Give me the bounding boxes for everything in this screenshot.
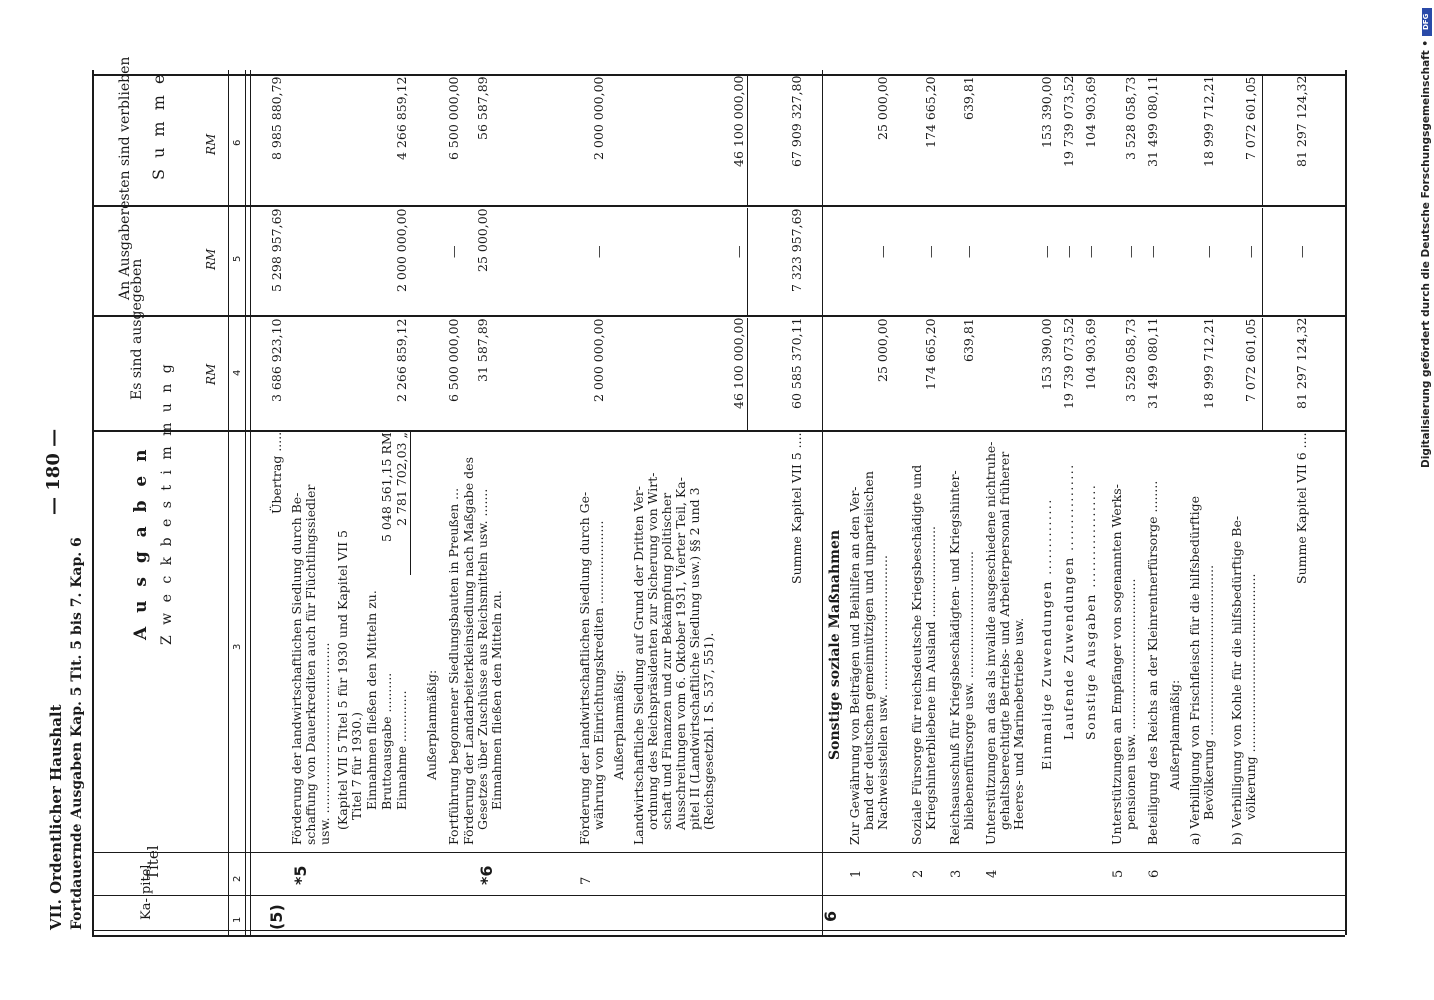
titel-4-mark: 4: [985, 869, 1000, 878]
header-subtitle: Fortdauernde Ausgaben Kap. 5 Tit. 5 bis 7. Kap. 6: [69, 537, 85, 930]
titel-6b-c5: —: [1145, 245, 1160, 258]
colnum-2: 2: [232, 875, 243, 882]
header-body-rule-2: [250, 70, 251, 935]
a-line: Bevölkerung ...........................................: [1201, 564, 1216, 820]
titel-1-line: band der deutschen gemeinnützigen und unparteiischen: [861, 471, 876, 830]
summe-6-c6: 81 297 124,32: [1294, 76, 1309, 168]
titel-1-c4: 25 000,00: [875, 318, 890, 382]
land-c6: 46 100 000,00: [731, 76, 746, 168]
summe-6-c4: 81 297 124,32: [1294, 318, 1309, 410]
titel-5-c5: 2 000 000,00: [394, 208, 409, 292]
titel-6-c5: 25 000,00: [475, 208, 490, 272]
landwirtschaft-line: (Reichsgesetzbl. I S. 537, 551).: [701, 632, 716, 830]
colnum-4: 4: [232, 369, 243, 376]
b-line: b) Verbilligung von Kohle für die hilfsbedürftige Be-: [1229, 515, 1244, 845]
titel-6-line: Gesetzes über Zuschüsse aus Reichsmitteln usw. .......: [475, 488, 490, 830]
titel-5b-c4: 3 528 058,73: [1123, 318, 1138, 402]
titel-1-line: Zur Gewährung von Beiträgen und Beihilfen an den Ver-: [847, 486, 862, 845]
einmalig-c4: 153 390,00: [1039, 318, 1054, 390]
titel-6-c4: 31 587,89: [475, 318, 490, 382]
b-c4: 7 072 601,05: [1243, 318, 1258, 402]
uebertrag-label: Übertrag .....: [269, 432, 284, 515]
laufende-zuwendungen: Laufende Zuwendungen ................: [1061, 463, 1076, 740]
titel-6b-c6: 31 499 080,11: [1145, 76, 1160, 168]
col-header-titel: Titel: [144, 845, 162, 880]
table-right-rule: [1345, 70, 1347, 935]
brutto-value: 5 048 561,15 RM: [379, 432, 394, 542]
uebertrag-c4: 3 686 923,10: [269, 318, 284, 402]
summe-5-c6: 67 909 327,80: [789, 76, 804, 168]
titel-5-line: Titel 7 für 1930.): [349, 712, 364, 820]
sum6-rule-c4: [1262, 318, 1263, 430]
uebertrag-c5: 5 298 957,69: [269, 208, 284, 292]
section-6-heading: Sonstige soziale Maßnahmen: [827, 529, 843, 760]
header-title: VII. Ordentlicher Haushalt: [47, 704, 65, 930]
titel-5b-c5: —: [1123, 245, 1138, 258]
einmalige-zuwendungen: Einmalige Zuwendungen ..............: [1039, 498, 1054, 770]
table-left-rule: [92, 70, 94, 935]
a-c4: 18 999 712,21: [1201, 318, 1216, 410]
laufend-c4: 19 739 073,52: [1061, 318, 1076, 410]
landwirtschaft-line: Landwirtschaftliche Siedlung auf Grund der Dritten Ver-: [631, 486, 646, 845]
unit-col6: RM: [204, 133, 218, 155]
summe-6-label: Summe Kapitel VII 6 ....: [1294, 432, 1309, 584]
kapitel-6: 6: [821, 910, 840, 922]
unit-col5: RM: [204, 248, 218, 270]
titel-1-line: Nachweisstellen usw. ..................................: [875, 555, 890, 830]
titel-6-c6: 56 587,89: [475, 76, 490, 140]
titel-3-c6: 639,81: [961, 76, 976, 120]
einnahme-underline: [410, 432, 411, 575]
b-c5: —: [1243, 245, 1258, 258]
einnahme-value: 2 781 702,03 „: [394, 432, 409, 526]
fort-c4: 6 500 000,00: [446, 318, 461, 402]
einnahme-label: Einnahme .............: [394, 690, 409, 810]
col-header-ausgegeben: Es sind ausgegeben: [129, 258, 145, 400]
colnum-5: 5: [232, 255, 243, 262]
titel-2-c5: —: [923, 245, 938, 258]
titel-2-c4: 174 665,20: [923, 318, 938, 390]
titel-2-line: Kriegshinterbliebene im Ausland .......................: [923, 525, 938, 830]
landwirtschaft-line: schaft und Finanzen und zur Bekämpfung politischer: [659, 492, 674, 830]
titel-6-line: Einnahmen fließen den Mitteln zu.: [489, 590, 504, 810]
sum5-rule-c4: [747, 318, 748, 430]
a-c5: —: [1201, 245, 1216, 258]
summe-5-c5: 7 323 957,69: [789, 208, 804, 292]
titel-6-line: Förderung der Landarbeiterkleinsiedlung nach Maßgabe des: [461, 457, 476, 845]
titel-7-line: währung von Einrichtungskrediten .....................: [591, 520, 606, 830]
einmalig-c5: —: [1039, 245, 1054, 258]
colnum-rule: [228, 70, 229, 935]
col-header-summe: S u m m e: [149, 71, 168, 180]
header-body-rule: [245, 70, 246, 935]
titel-1-c6: 25 000,00: [875, 76, 890, 140]
titel-6-mark: *6: [477, 865, 496, 885]
titel-6b-c4: 31 499 080,11: [1145, 318, 1160, 410]
ausserplan-2: Außerplanmäßig:: [1167, 679, 1182, 790]
land-c5: —: [731, 245, 746, 258]
landwirtschaft-line: ordnung des Reichspräsidenten zur Sicherung von Wirt-: [645, 472, 660, 830]
sum5-rule-c5: [747, 208, 748, 315]
sum5-rule-c6: [747, 76, 748, 205]
titel-2-line: Soziale Fürsorge für reichsdeutsche Kriegsbeschädigte und: [909, 464, 924, 845]
colnum-3: 3: [232, 643, 243, 650]
sonstige-c4: 104 903,69: [1083, 318, 1098, 390]
landwirtschaft-line: pitel II (Landwirtschaftliche Siedlung usw.) §§ 2 und 3: [687, 487, 702, 830]
titel-7-c5: —: [591, 245, 606, 258]
land-c4: 46 100 000,00: [731, 318, 746, 410]
colnum-6: 6: [232, 139, 243, 146]
a-c6: 18 999 712,21: [1201, 76, 1216, 168]
titel-4-line: gehaltsberechtigte Betriebs- und Arbeiterpersonal früherer: [997, 451, 1012, 830]
titel-7-c4: 2 000 000,00: [591, 318, 606, 402]
titel-7-mark: 7: [579, 876, 594, 885]
titel-4-line: Heeres- und Marinebetriebe usw.: [1011, 617, 1026, 830]
sum6-rule-c5: [1262, 208, 1263, 315]
titel-5b-line: pensionen usw. ......................................: [1123, 578, 1138, 830]
page-number: — 180 —: [43, 428, 64, 515]
titel-3-mark: 3: [949, 869, 964, 878]
titel-4-line: Unterstützungen an das als invalide ausgeschiedene nichtruhe-: [983, 441, 998, 845]
b-line: völkerung .............................................: [1243, 573, 1258, 820]
header-bottom-rule: [92, 930, 1345, 931]
titel-6b-mark: 6: [1147, 869, 1162, 878]
landwirtschaft-line: Ausschreitungen vom 6. Oktober 1931, Vierter Teil, Ka-: [673, 477, 688, 830]
titel-5-c6: 4 266 859,12: [394, 76, 409, 160]
col-header-zweck: Z w e c k b e s t i m m u n g: [159, 361, 175, 645]
brutto-label: Bruttoausgabe ..........: [379, 672, 394, 810]
titel-3-line: Reichsausschuß für Kriegsbeschädigten- und Kriegshinter-: [947, 470, 962, 845]
titel-5-line: Förderung der landwirtschaftlichen Siedlung durch Be-: [289, 492, 304, 845]
titel-7-c6: 2 000 000,00: [591, 76, 606, 160]
fort-c5: —: [446, 245, 461, 258]
col-header-ausgaberesten: An Ausgaberesten sind verblieben: [117, 56, 133, 300]
colnum-1: 1: [232, 916, 243, 923]
titel-2-mark: 2: [911, 869, 926, 878]
sonstige-ausgaben: Sonstige Ausgaben ...................: [1083, 483, 1098, 740]
dfg-logo: DFG: [1422, 8, 1432, 36]
titel-5b-c6: 3 528 058,73: [1123, 76, 1138, 160]
titel-5-line: schaffung von Dauerkrediten auch für Flüchtlingssiedler: [303, 484, 318, 845]
titel-5-mark: *5: [291, 865, 310, 885]
titel-5-c4: 2 266 859,12: [394, 318, 409, 402]
watermark-text: Digitalisierung gefördert durch die Deutsche Forschungsgemeinschaft •: [1420, 40, 1432, 469]
titel-2-c6: 174 665,20: [923, 76, 938, 148]
titel-5-line: usw. ...........................................: [317, 642, 332, 845]
titel-6b-line: Beteiligung des Reichs an der Kleinrentnerfürsorge ........: [1145, 480, 1160, 845]
col-header-ausgaben: A u s g a b e n: [131, 445, 151, 640]
summe-6-c5: —: [1294, 245, 1309, 258]
col-header-kapitel: Ka- pitel: [139, 864, 154, 920]
titel-7-line: Außerplanmäßig:: [611, 669, 626, 780]
titel-7-line: Förderung der landwirtschaftlichen Siedlung durch Ge-: [577, 491, 592, 845]
einmalig-c6: 153 390,00: [1039, 76, 1054, 148]
titel-5-line: (Kapitel VII 5 Titel 5 für 1930 und Kapitel VII 5: [335, 529, 350, 830]
kapitel-5: (5): [267, 904, 286, 930]
titel-3-line: bliebenenfürsorge usw. ................................: [961, 550, 976, 830]
laufend-c5: —: [1061, 245, 1076, 258]
titel-5b-line: Unterstützungen an Empfänger von sogenannten Werks-: [1109, 484, 1124, 845]
summe-5-label: Summe Kapitel VII 5 ....: [789, 432, 804, 584]
col3-col2-rule: [92, 852, 1345, 853]
sonstige-c5: —: [1083, 245, 1098, 258]
fort-c6: 6 500 000,00: [446, 76, 461, 160]
uebertrag-c6: 8 985 880,79: [269, 76, 284, 160]
unit-col4: RM: [204, 363, 218, 385]
section-6-rule: [822, 70, 823, 935]
titel-5-line: Einnahmen fließen den Mitteln zu.: [364, 590, 379, 810]
titel-1-mark: 1: [849, 869, 864, 878]
sum6-rule-c6: [1262, 76, 1263, 205]
titel-1-c5: —: [875, 245, 890, 258]
col6-col5-rule: [92, 205, 1345, 207]
laufend-c6: 19 739 073,52: [1061, 76, 1076, 168]
table-bottom-outer: [92, 935, 1345, 937]
ausserplan-1: Außerplanmäßig:: [424, 669, 439, 780]
fortfuehrung-line: Fortführung begonnener Siedlungsbauten in Preußen ...: [446, 487, 461, 845]
b-c6: 7 072 601,05: [1243, 76, 1258, 160]
summe-5-c4: 60 585 370,11: [789, 318, 804, 410]
sonstige-c6: 104 903,69: [1083, 76, 1098, 148]
titel-3-c4: 639,81: [961, 318, 976, 362]
col2-col1-rule: [92, 895, 1345, 896]
titel-5b-mark: 5: [1111, 869, 1126, 878]
titel-3-c5: —: [961, 245, 976, 258]
a-line: a) Verbilligung von Frischfleisch für die hilfsbedürftige: [1187, 495, 1202, 845]
